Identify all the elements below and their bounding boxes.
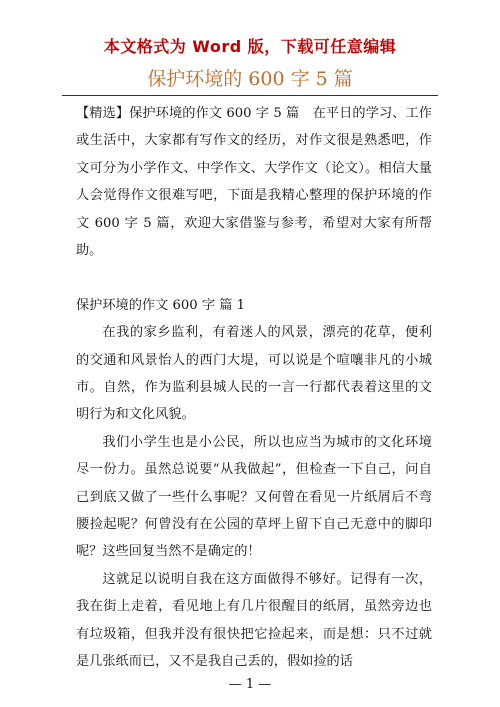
document-body	[76, 100, 432, 676]
document-banner: 本文格式为 Word 版，下载可任意编辑	[103, 37, 397, 56]
body-paragraph-2: 我们小学生也是小公民，所以也应当为城市的文化环境尽一份力。虽然总说要“从我做起”，但检查一下自己，问自己到底又做了一些什么事呢？又何曾在看见一片纸屑后不弯腰捡起呢？何曾没有在公园的草坪上留下自己无意中的脚印呢？这些回复当然不是确定的！	[76, 434, 432, 560]
body-paragraph-3: 这就足以说明自我在这方面做得不够好。记得有一次，我在街上走着，看见地上有几片很醒目的纸屑，虽然旁边也有垃圾箱，但我并没有很快把它捡起来，而是想：只不过就是几张纸而已，又不是我自己丢的，假如捡的话	[76, 571, 432, 670]
section-heading: 保护环境的作文 600 字 篇 1	[76, 297, 246, 313]
body-paragraph-1: 在我的家乡监利，有着迷人的风景，漂亮的花草，便利的交通和风景怡人的西门大堤，可以说是个喧嚷非凡的小城市。自然，作为监利县城人民的一言一行都代表着这里的文明行为和文化风貌。	[76, 325, 432, 423]
paragraph-spacer	[76, 264, 432, 291]
intro-paragraph: 【精选】保护环境的作文 600 字 5 篇 在平日的学习、工作或生活中，大家都有写作文的经历，对作文很是熟悉吧，作文可分为小学作文、中学作文、大学作文（论文）。相信大量人会觉得作文很难写吧，下面是我精心整理的保护环境的作文 600 字 5 篇，欢迎大家借鉴与参考，希望对大家有所帮助。	[76, 106, 432, 259]
page-number: — 1 —	[228, 677, 272, 692]
title-divider	[62, 95, 438, 96]
document-title: 保护环境的 600 字 5 篇	[147, 68, 353, 90]
